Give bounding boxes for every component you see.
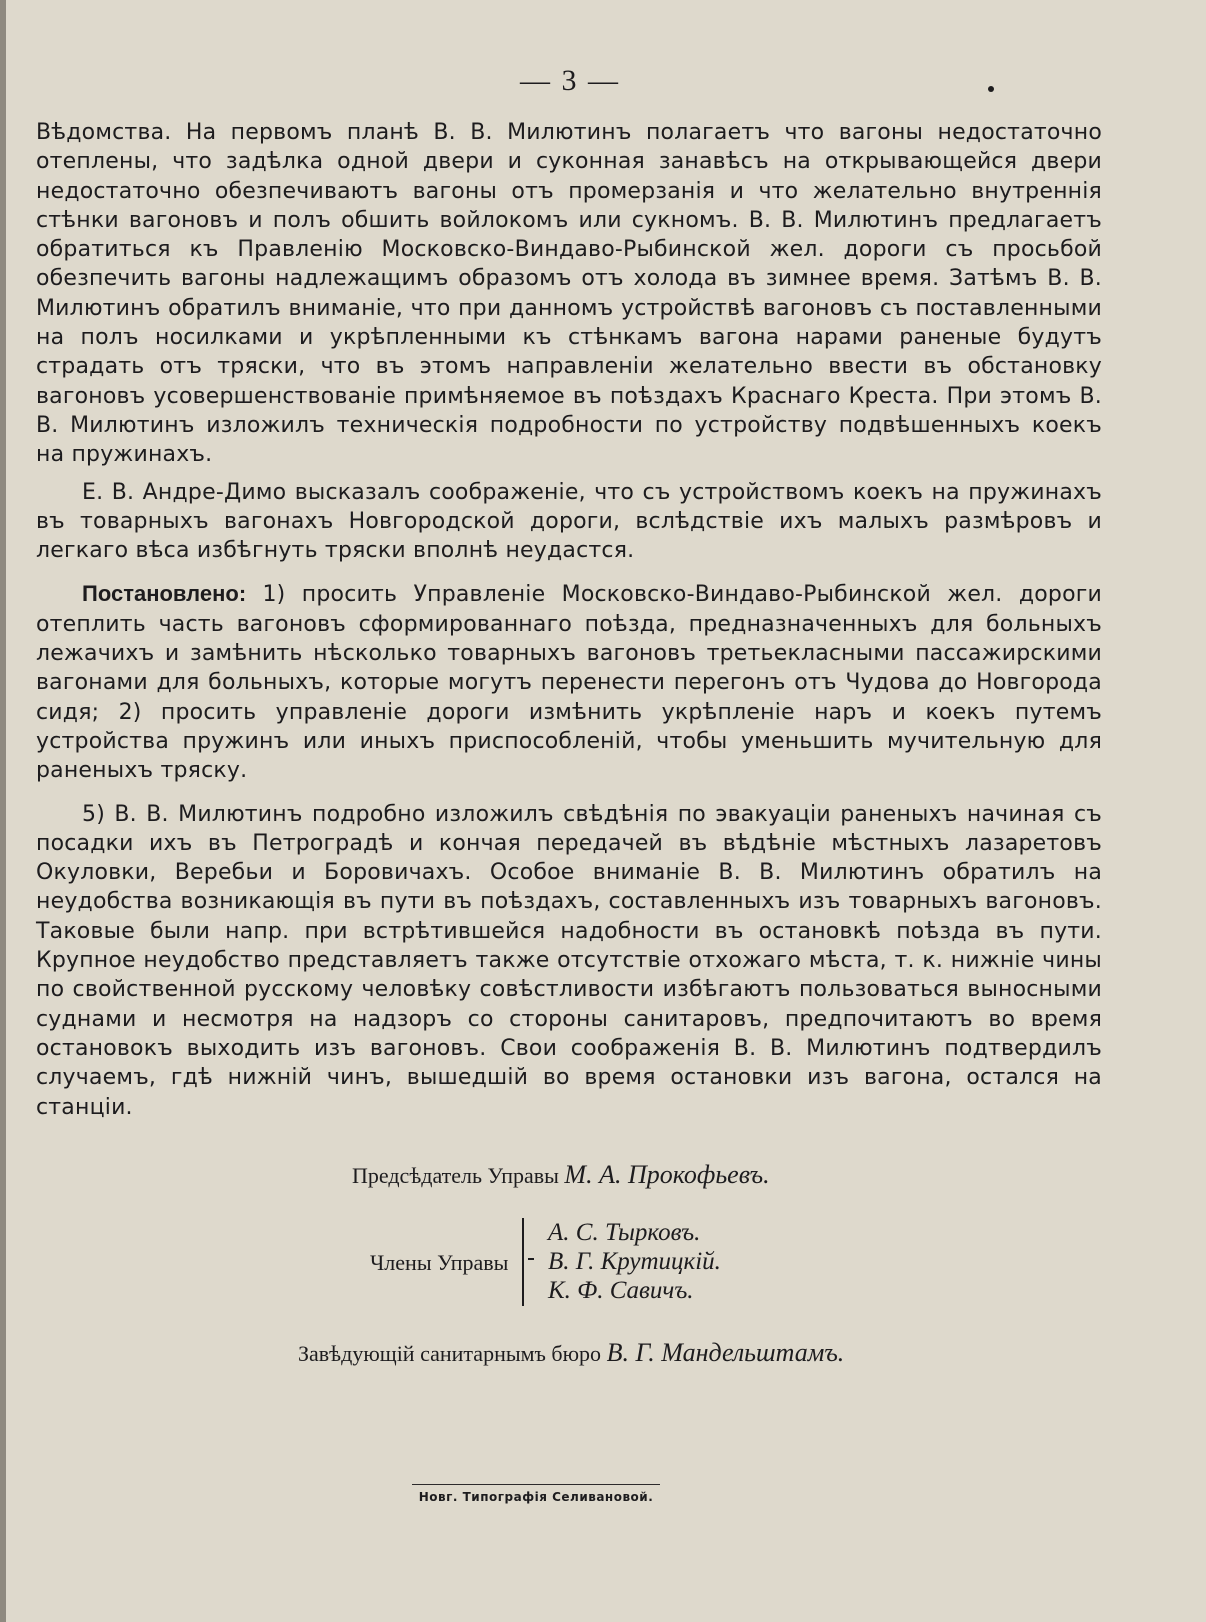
page-number: — 3 — — [520, 64, 620, 97]
member-name: В. Г. Крутицкій. — [548, 1248, 721, 1275]
manager-signature — [298, 1338, 844, 1368]
footer-rule — [412, 1484, 660, 1485]
chair-title: Предсѣдатель Управы — [352, 1163, 565, 1188]
manager-title: Завѣдующій санитарнымъ бюро — [298, 1341, 607, 1366]
paragraph-4: 5) В. В. Милютинъ подробно изложилъ свѣдѣнія по эвакуаціи раненыхъ начиная съ посадки ихъ въ Петроградѣ и кончая передачей въ вѣдѣніе мѣстныхъ лазаретовъ Окуловки, Веребьи и Боровичахъ. Особое вниманіе В. В. Милютинъ обратилъ на неудобства возникающія въ пути въ поѣздахъ, составленныхъ изъ товарныхъ вагоновъ. Таковые были напр. при встрѣтившейся надобности въ остановкѣ поѣзда въ пути. Крупное неудобство представляетъ также отсутствіе отхожаго мѣста, т. к. нижніе чины по свойственной русскому человѣку совѣстливости избѣгаютъ пользоваться выносными суднами и несмотря на надзоръ со стороны санитаровъ, предпочитаютъ во время остановокъ выходить изъ вагоновъ. Свои соображенія В. В. Милютинъ подтвердилъ случаемъ, гдѣ нижній чинъ, вышедшій во время остановки изъ вагона, остался на станціи. — [36, 801, 1102, 1120]
paragraph-3 — [36, 579, 1102, 785]
ink-dot — [988, 86, 994, 92]
chair-name: М. А. Прокофьевъ. — [564, 1160, 770, 1189]
member-name: К. Ф. Савичъ. — [548, 1277, 694, 1304]
brace-tip — [528, 1258, 534, 1260]
member-list — [548, 1218, 721, 1305]
printer-imprint: Новг. Типографія Селивановой. — [418, 1490, 654, 1504]
page-binding-edge — [0, 0, 6, 1622]
chair-signature — [352, 1160, 770, 1190]
brace-mark — [522, 1218, 534, 1306]
paragraph-2: Е. В. Андре-Димо высказалъ соображеніе, что съ устройствомъ коекъ на пружинахъ въ товарныхъ вагонахъ Новгородской дороги, вслѣдствіе ихъ малыхъ размѣровъ и легкаго вѣса избѣгнуть тряски вполнѣ неудастся. — [36, 479, 1102, 564]
resolution-text: 1) просить Управленіе Московско-Виндаво-Рыбинской жел. дороги отеплить часть вагоновъ сформированнаго поѣзда, предназначенныхъ для больныхъ лежачихъ и замѣнить нѣсколько товарныхъ вагоновъ третьекласными пассажирскими вагонами для больныхъ, которые могутъ перенести перегонъ отъ Чудова до Новгорода сидя; 2) просить управленіе дороги измѣнить укрѣпленіе наръ и коекъ путемъ устройства пружинъ или иныхъ приспособленій, чтобы уменьшить мучительную для раненыхъ тряску. — [36, 582, 1102, 784]
paragraph-1: Вѣдомства. На первомъ планѣ В. В. Милютинъ полагаетъ что вагоны недостаточно отеплены, что задѣлка одной двери и суконная занавѣсъ на открывающейся двери недостаточно обезпечиваютъ вагоны отъ промерзанія и что желательно внутреннія стѣнки вагоновъ и полъ обшить войлокомъ или сукномъ. В. В. Милютинъ предлагаетъ обратиться къ Правленію Московско-Виндаво-Рыбинской жел. дороги съ просьбой обезпечить вагоны надлежащимъ образомъ отъ холода въ зимнее время. Затѣмъ В. В. Милютинъ обратилъ вниманіе, что при данномъ устройствѣ вагоновъ съ поставленными на полъ носилками и укрѣпленными къ стѣнкамъ вагона нарами раненые будутъ страдать отъ тряски, что въ этомъ направленіи желательно ввести въ обстановку вагоновъ усовершенствованіе примѣняемое въ поѣздахъ Краснаго Креста. При этомъ В. В. Милютинъ изложилъ техническія подробности по устройству подвѣшенныхъ коекъ на пружинахъ. — [36, 120, 1102, 468]
members-signature — [370, 1218, 870, 1308]
members-title: Члены Управы — [370, 1250, 509, 1275]
manager-name: В. Г. Мандельштамъ. — [606, 1338, 845, 1367]
body-text — [36, 118, 1102, 1122]
resolution-label: Постановлено: — [82, 581, 247, 607]
member-name: А. С. Тырковъ. — [548, 1219, 701, 1246]
